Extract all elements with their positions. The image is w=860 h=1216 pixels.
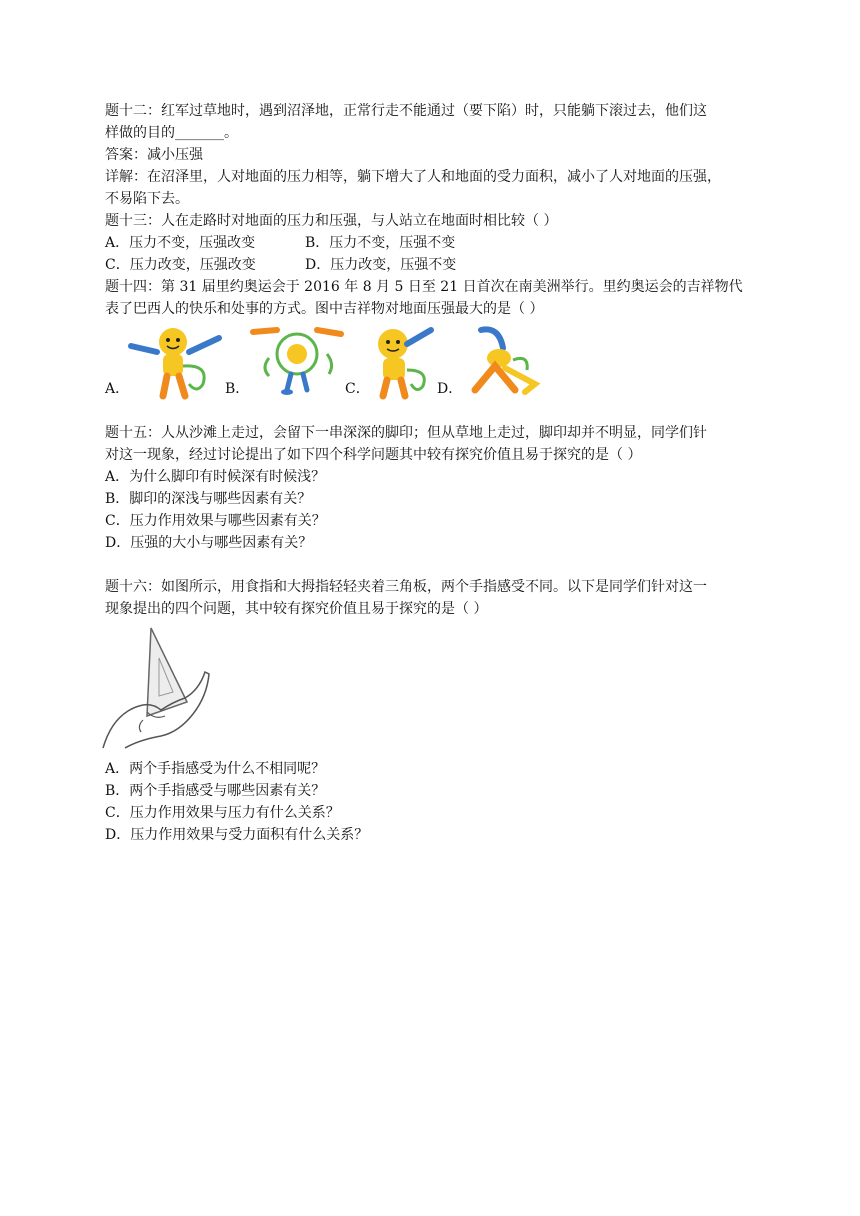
q14-label-b: B． (225, 381, 250, 397)
q16-figure (105, 624, 755, 752)
q15-option-d: D．压强的大小与哪些因素有关？ (105, 535, 313, 551)
q16-stem-line2: 现象提出的四个问题，其中较有探究价值且易于探究的是（ ） (105, 601, 488, 617)
q13-options-row1 (105, 232, 755, 254)
mascot-c-standing-image (367, 324, 443, 400)
q13-option-a: A．压力不变，压强改变 (105, 235, 256, 251)
q16-option-d: D．压力作用效果与受力面积有什么关系？ (105, 827, 369, 843)
q13-option-d: D．压力改变，压强不变 (305, 257, 457, 273)
q16-option-b: B．两个手指感受与哪些因素有关？ (105, 783, 326, 799)
q12-answer: 答案：减小压强 (105, 147, 203, 163)
q12-stem-line2: 样做的目的_______。 (105, 125, 238, 141)
q13-option-b: B．压力不变，压强不变 (305, 235, 456, 251)
q15-stem-line1: 题十五：人从沙滩上走过，会留下一串深深的脚印；但从草地上走过，脚印却并不明显，同学们针 (105, 425, 707, 441)
q12-detail-line2: 不易陷下去。 (105, 191, 189, 207)
q14-label-a: A． (105, 381, 130, 397)
q15-option-c: C．压力作用效果与哪些因素有关？ (105, 513, 326, 529)
q13-option-c: C．压力改变，压强改变 (105, 257, 256, 273)
mascot-d-lying-image (455, 324, 545, 400)
q14-stem-line1: 题十四：第 31 届里约奥运会于 2016 年 8 月 5 日至 21 日首次在南美洲举行。里约奥运会的吉祥物代 (105, 279, 743, 295)
q12-detail-line1: 详解：在沼泽里，人对地面的压力相等，躺下增大了人和地面的受力面积，减小了人对地面的压强， (105, 169, 721, 185)
document-page (105, 100, 755, 846)
q16-option-c: C．压力作用效果与压力有什么关系？ (105, 805, 340, 821)
mascot-b-spinning-image (247, 324, 345, 400)
q14-stem-line2: 表了巴西人的快乐和处事的方式。图中吉祥物对地面压强最大的是（ ） (105, 301, 544, 317)
q16-option-a: A．两个手指感受为什么不相同呢？ (105, 761, 326, 777)
q13-stem: 题十三：人在走路时对地面的压力和压强，与人站立在地面时相比较（ ） (105, 213, 558, 229)
q16-stem-line1: 题十六：如图所示，用食指和大拇指轻轻夹着三角板，两个手指感受不同。以下是同学们针对这一 (105, 579, 707, 595)
q14-label-d: D． (437, 381, 463, 397)
q15-option-a: A．为什么脚印有时候深有时候浅？ (105, 469, 326, 485)
q13-options-row2 (105, 254, 755, 276)
hand-holding-triangle-ruler-image (99, 624, 219, 752)
mascot-a-arms-spread-image (127, 324, 225, 400)
q12-stem-line1: 题十二：红军过草地时，遇到沼泽地，正常行走不能通过（要下陷）时，只能躺下滚过去，他们这 (105, 103, 707, 119)
q14-mascot-figures (105, 324, 755, 400)
q14-label-c: C． (345, 381, 370, 397)
q15-option-b: B．脚印的深浅与哪些因素有关？ (105, 491, 312, 507)
q15-stem-line2: 对这一现象，经过讨论提出了如下四个科学问题其中较有探究价值且易于探究的是（ ） (105, 447, 642, 463)
